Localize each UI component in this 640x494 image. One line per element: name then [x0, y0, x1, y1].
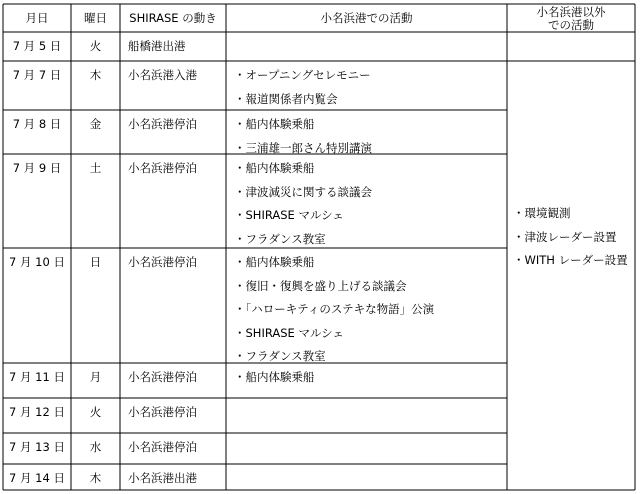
- cell-activity-item: ・フラダンス教室: [234, 349, 326, 363]
- cell-weekday: 木: [89, 471, 102, 485]
- cell-date: 7 月 9 日: [12, 161, 62, 175]
- cell-weekday: 金: [89, 117, 102, 131]
- cell-activity-item: ・SHIRASE マルシェ: [234, 325, 344, 340]
- header-other-activities-line1: 小名浜港以外: [536, 5, 606, 19]
- cell-date: 7 月 13 日: [9, 440, 65, 454]
- other-activity-item: ・WITH レーダー設置: [513, 253, 628, 267]
- cell-weekday: 水: [89, 440, 102, 454]
- cell-activity-item: ・船内体験乗船: [234, 370, 315, 384]
- cell-ship-movement: 船橋港出港: [128, 39, 186, 53]
- cell-activity-item: ・オープニングセレモニー: [234, 68, 371, 82]
- cell-ship-movement: 小名浜港停泊: [128, 161, 197, 175]
- cell-date: 7 月 11 日: [9, 370, 65, 384]
- cell-date: 7 月 5 日: [12, 39, 62, 53]
- cell-weekday: 日: [89, 255, 102, 269]
- cell-ship-movement: 小名浜港停泊: [128, 117, 197, 131]
- header-ship-movement: SHIRASE の動き: [129, 11, 217, 25]
- cell-date: 7 月 12 日: [9, 405, 65, 419]
- cell-date: 7 月 7 日: [12, 68, 62, 82]
- cell-ship-movement: 小名浜港停泊: [128, 370, 197, 384]
- cell-weekday: 木: [89, 68, 102, 82]
- cell-activity-item: ・津波減災に関する談議会: [234, 184, 372, 199]
- cell-date: 7 月 14 日: [9, 471, 65, 485]
- cell-weekday: 土: [89, 161, 102, 175]
- cell-ship-movement: 小名浜港停泊: [128, 405, 197, 419]
- header-onahama-activities: 小名浜港での活動: [320, 11, 413, 25]
- cell-activity-item: ・船内体験乗船: [234, 117, 315, 131]
- cell-date: 7 月 8 日: [12, 117, 62, 131]
- header-other-activities-line2: での活動: [548, 18, 594, 32]
- cell-activity-item: ・復旧・復興を盛り上げる談議会: [234, 278, 407, 293]
- cell-ship-movement: 小名浜港停泊: [128, 255, 197, 269]
- header-date: 月日: [25, 11, 49, 25]
- other-activity-item: ・環境観測: [513, 206, 571, 220]
- cell-weekday: 月: [89, 370, 102, 384]
- cell-weekday: 火: [89, 39, 102, 53]
- cell-activity-item: ・三浦雄一郎さん特別講演: [234, 140, 372, 155]
- cell-activity-item: ・船内体験乗船: [234, 255, 315, 269]
- cell-ship-movement: 小名浜港出港: [128, 471, 197, 485]
- cell-date: 7 月 10 日: [9, 255, 65, 269]
- cell-activity-item: ・報道関係者内覧会: [234, 91, 338, 106]
- cell-activity-item: ・船内体験乗船: [234, 161, 315, 175]
- cell-ship-movement: 小名浜港入港: [128, 68, 197, 82]
- other-activity-item: ・津波レーダー設置: [513, 229, 617, 244]
- cell-activity-item: ・「ハローキティのステキな物語」公演: [234, 302, 435, 316]
- cell-weekday: 火: [89, 405, 102, 419]
- header-weekday: 曜日: [84, 11, 107, 25]
- cell-activity-item: ・SHIRASE マルシェ: [234, 208, 344, 222]
- cell-ship-movement: 小名浜港停泊: [128, 440, 197, 454]
- cell-activity-item: ・フラダンス教室: [234, 231, 326, 246]
